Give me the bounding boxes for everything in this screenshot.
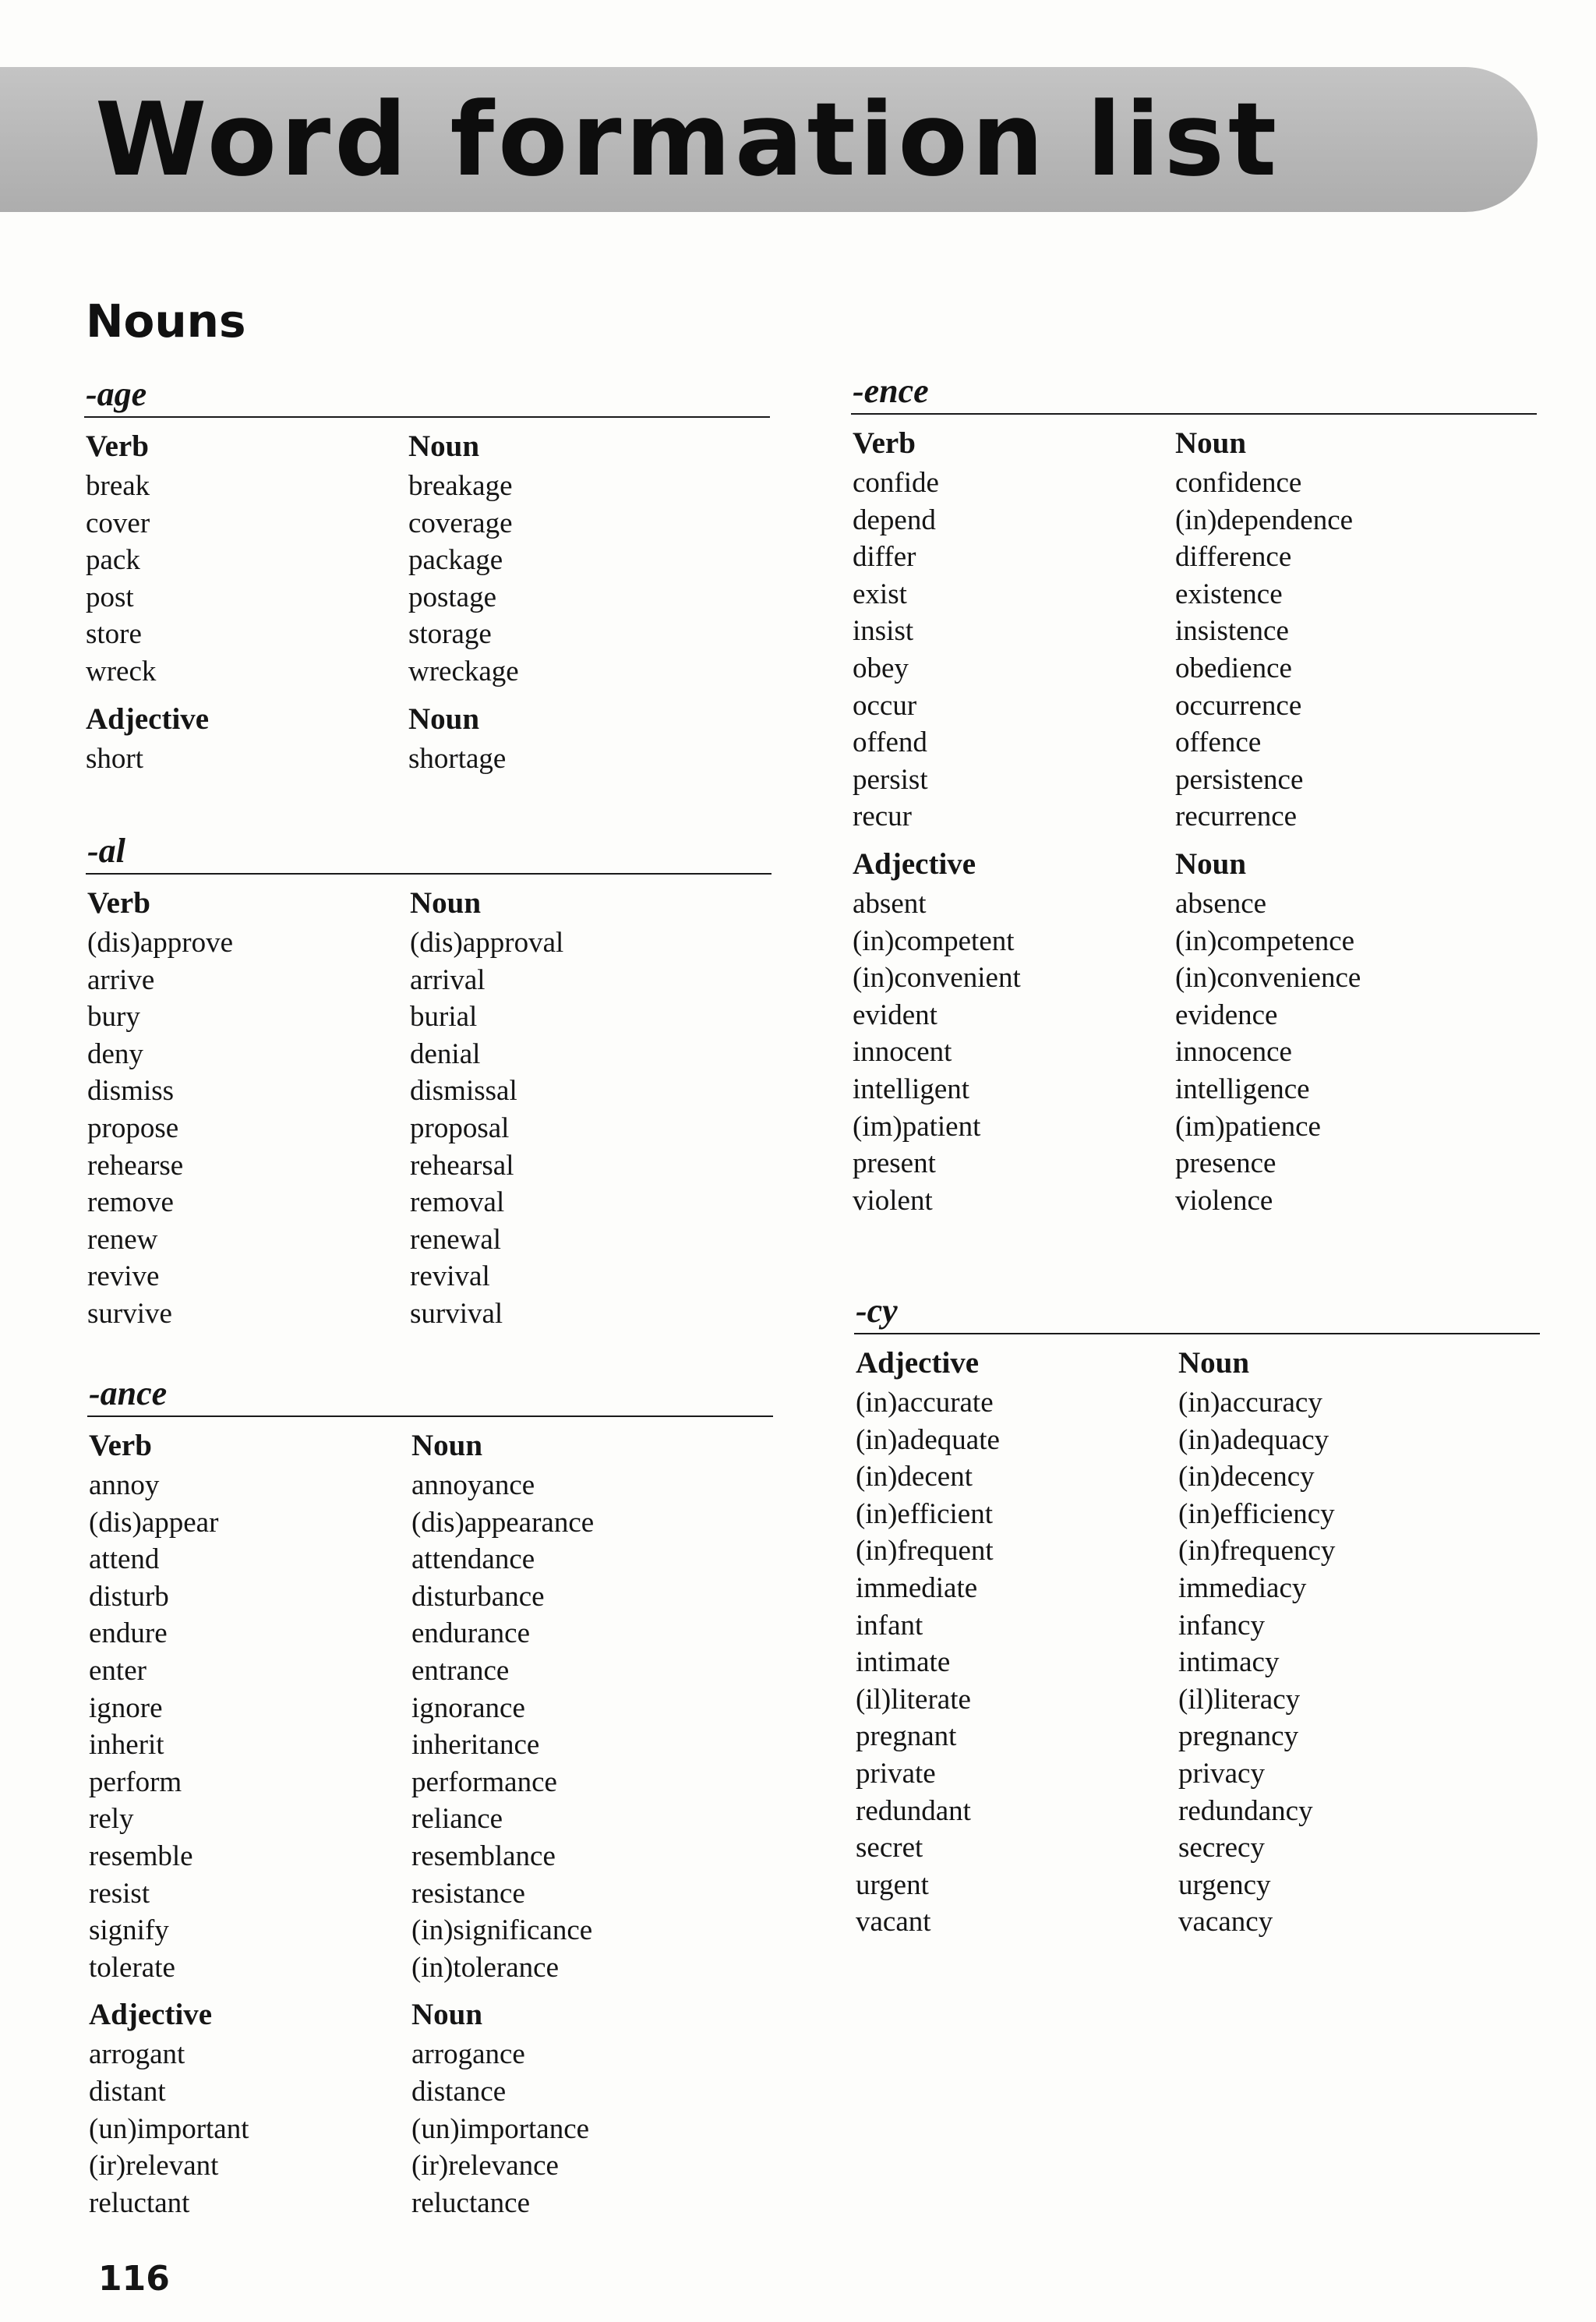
noun-form: (in)tolerance <box>411 1951 559 1984</box>
word-row <box>854 1829 1540 1867</box>
column-header-row <box>854 1342 1540 1384</box>
base-word: absent <box>853 887 927 920</box>
column-header-source: Verb <box>853 426 916 460</box>
base-word: (un)important <box>89 2112 249 2145</box>
column-header-noun: Noun <box>408 702 480 736</box>
noun-form: redundancy <box>1178 1794 1313 1827</box>
noun-form: (in)convenience <box>1175 962 1361 995</box>
page-title: Word formation list <box>95 80 1281 199</box>
word-row <box>854 1532 1540 1570</box>
noun-form: (in)significance <box>411 1914 593 1947</box>
base-word: reluctant <box>89 2186 190 2219</box>
suffix-block-ence <box>851 369 1537 1219</box>
base-word: disturb <box>89 1580 169 1613</box>
suffix-block-age <box>84 373 770 777</box>
word-row <box>86 1073 772 1110</box>
base-word: attend <box>89 1543 160 1576</box>
noun-form: privacy <box>1178 1757 1265 1790</box>
base-word: (ir)relevant <box>89 2150 219 2182</box>
word-row <box>84 579 770 617</box>
column-header-row <box>84 426 770 468</box>
rule-gap <box>854 1334 1540 1342</box>
word-row <box>851 1108 1537 1146</box>
word-group <box>84 426 770 691</box>
base-word: violent <box>853 1184 933 1217</box>
base-word: bury <box>87 1001 140 1034</box>
word-row <box>851 650 1537 687</box>
suffix-heading: -al <box>86 829 772 875</box>
word-row <box>851 576 1537 613</box>
base-word: (in)efficient <box>856 1497 994 1530</box>
base-word: confide <box>853 467 939 499</box>
column-header-source: Verb <box>89 1429 152 1462</box>
noun-form: revival <box>410 1260 490 1293</box>
base-word: (in)frequent <box>856 1535 994 1567</box>
base-word: (in)accurate <box>856 1387 994 1419</box>
noun-form: (im)patience <box>1175 1110 1321 1143</box>
noun-form: reluctance <box>411 2186 530 2219</box>
word-row <box>854 1422 1540 1459</box>
noun-form: postage <box>408 581 497 613</box>
rule-gap <box>86 875 772 882</box>
noun-form: occurrence <box>1175 689 1302 722</box>
word-row <box>854 1496 1540 1533</box>
noun-form: wreckage <box>408 655 519 687</box>
column-header-source: Verb <box>86 429 149 463</box>
word-row <box>87 1467 773 1504</box>
noun-form: annoyance <box>411 1469 535 1501</box>
noun-form: dismissal <box>410 1075 517 1108</box>
word-row <box>86 1147 772 1185</box>
base-word: occur <box>853 689 917 722</box>
base-word: arrive <box>87 963 155 996</box>
noun-form: (in)decency <box>1178 1461 1315 1493</box>
noun-form: endurance <box>411 1617 531 1650</box>
word-row <box>86 962 772 999</box>
word-row <box>87 1726 773 1764</box>
rule-gap <box>84 418 770 426</box>
word-row <box>854 1644 1540 1681</box>
noun-form: (ir)relevance <box>411 2150 559 2182</box>
base-word: (dis)approve <box>87 927 233 959</box>
noun-form: secrecy <box>1178 1832 1265 1864</box>
column-header-row <box>851 422 1537 465</box>
noun-form: arrogance <box>411 2038 525 2071</box>
word-row <box>87 1615 773 1652</box>
base-word: break <box>86 470 150 502</box>
base-word: perform <box>89 1765 182 1798</box>
word-row <box>851 1071 1537 1108</box>
word-row <box>84 505 770 543</box>
column-header-source: Verb <box>87 886 150 920</box>
noun-form: offence <box>1175 726 1262 759</box>
rule-gap <box>87 1417 773 1425</box>
word-row <box>851 539 1537 576</box>
word-row <box>84 653 770 691</box>
column-header-noun: Noun <box>411 1998 483 2032</box>
rule-gap <box>851 415 1537 422</box>
base-word: intimate <box>856 1646 951 1679</box>
noun-form: confidence <box>1175 467 1302 499</box>
base-word: infant <box>856 1609 923 1642</box>
noun-form: rehearsal <box>410 1149 514 1182</box>
noun-form: resistance <box>411 1877 525 1910</box>
noun-form: renewal <box>410 1223 502 1256</box>
base-word: rehearse <box>87 1149 184 1182</box>
word-row <box>87 2147 773 2185</box>
word-row <box>87 2185 773 2222</box>
base-word: evident <box>853 998 937 1031</box>
word-row <box>87 1801 773 1838</box>
noun-form: performance <box>411 1765 557 1798</box>
word-row <box>87 2036 773 2073</box>
column-header-noun: Noun <box>408 429 480 463</box>
base-word: endure <box>89 1617 168 1650</box>
noun-form: presence <box>1175 1147 1276 1180</box>
base-word: (dis)appear <box>89 1506 219 1539</box>
word-row <box>84 740 770 778</box>
base-word: (in)competent <box>853 924 1015 957</box>
word-group <box>851 422 1537 836</box>
word-group <box>87 1994 773 2221</box>
base-word: short <box>86 742 143 775</box>
column-header-source: Adjective <box>856 1346 980 1380</box>
column-header-row <box>87 1994 773 2036</box>
base-word: vacant <box>856 1906 931 1939</box>
word-row <box>851 885 1537 923</box>
base-word: differ <box>853 541 916 574</box>
word-row <box>87 2073 773 2111</box>
word-group <box>851 843 1537 1219</box>
word-group <box>84 698 770 778</box>
noun-form: existence <box>1175 578 1283 610</box>
base-word: inherit <box>89 1729 164 1762</box>
base-word: remove <box>87 1186 174 1219</box>
noun-form: evidence <box>1175 998 1278 1031</box>
noun-form: (dis)approval <box>410 927 564 959</box>
noun-form: insistence <box>1175 615 1289 648</box>
base-word: tolerate <box>89 1951 175 1984</box>
word-row <box>851 960 1537 997</box>
word-row <box>86 1036 772 1073</box>
column-header-noun: Noun <box>1178 1346 1250 1380</box>
noun-form: inheritance <box>411 1729 540 1762</box>
noun-form: storage <box>408 618 492 651</box>
word-row <box>854 1755 1540 1793</box>
word-row <box>86 1110 772 1147</box>
word-row <box>86 1295 772 1333</box>
noun-form: entrance <box>411 1654 510 1687</box>
base-word: resemble <box>89 1840 193 1872</box>
word-row <box>854 1793 1540 1830</box>
base-word: urgent <box>856 1868 929 1901</box>
noun-form: obedience <box>1175 652 1292 684</box>
word-row <box>854 1458 1540 1496</box>
base-word: obey <box>853 652 909 684</box>
word-row <box>854 1718 1540 1755</box>
word-row <box>86 924 772 962</box>
word-row <box>854 1681 1540 1719</box>
noun-form: breakage <box>408 470 513 502</box>
word-row <box>851 724 1537 762</box>
suffix-heading: -ance <box>87 1372 773 1417</box>
word-row <box>851 762 1537 799</box>
column-header-source: Adjective <box>89 1998 213 2032</box>
noun-form: pregnancy <box>1178 1720 1299 1753</box>
word-row <box>851 923 1537 960</box>
word-row <box>87 1949 773 1987</box>
word-row <box>87 1875 773 1913</box>
base-word: dismiss <box>87 1075 175 1108</box>
noun-form: disturbance <box>411 1580 545 1613</box>
base-word: private <box>856 1757 936 1790</box>
base-word: arrogant <box>89 2038 185 2071</box>
base-word: depend <box>853 504 936 536</box>
noun-form: (un)importance <box>411 2112 590 2145</box>
base-word: renew <box>87 1223 158 1256</box>
word-group <box>87 1425 773 1986</box>
noun-form: denial <box>410 1037 481 1070</box>
noun-form: ignorance <box>411 1691 525 1724</box>
word-row <box>854 1607 1540 1645</box>
noun-form: absence <box>1175 887 1267 920</box>
noun-form: vacancy <box>1178 1906 1273 1939</box>
word-row <box>87 2111 773 2148</box>
word-row <box>86 1221 772 1259</box>
column-header-row <box>86 882 772 924</box>
word-group <box>86 882 772 1333</box>
column-header-source: Adjective <box>86 702 210 736</box>
word-row <box>851 465 1537 502</box>
base-word: (im)patient <box>853 1110 981 1143</box>
suffix-heading: -cy <box>854 1289 1540 1334</box>
noun-form: (dis)appearance <box>411 1506 595 1539</box>
base-word: wreck <box>86 655 157 687</box>
word-row <box>87 1690 773 1727</box>
noun-form: urgency <box>1178 1868 1271 1901</box>
noun-form: survival <box>410 1297 503 1330</box>
noun-form: resemblance <box>411 1840 556 1872</box>
noun-form: burial <box>410 1001 478 1034</box>
suffix-block-cy <box>854 1289 1540 1941</box>
word-row <box>87 1504 773 1542</box>
word-row <box>851 687 1537 725</box>
word-row <box>851 613 1537 650</box>
base-word: recur <box>853 801 912 833</box>
noun-form: (in)frequency <box>1178 1535 1336 1567</box>
word-row <box>87 1838 773 1875</box>
base-word: signify <box>89 1914 169 1947</box>
noun-form: attendance <box>411 1543 535 1576</box>
word-row <box>87 1578 773 1616</box>
noun-form: distance <box>411 2075 507 2108</box>
word-row <box>851 1034 1537 1071</box>
word-row <box>84 616 770 653</box>
word-group <box>854 1342 1540 1941</box>
noun-form: immediacy <box>1178 1571 1307 1604</box>
base-word: post <box>86 581 134 613</box>
noun-form: reliance <box>411 1803 503 1836</box>
word-row <box>854 1867 1540 1904</box>
page-number: 116 <box>98 2259 170 2299</box>
word-row <box>854 1384 1540 1422</box>
word-row <box>851 1182 1537 1220</box>
noun-form: package <box>408 544 503 577</box>
base-word: resist <box>89 1877 150 1910</box>
noun-form: (in)efficiency <box>1178 1497 1335 1530</box>
base-word: exist <box>853 578 907 610</box>
title-banner <box>0 67 1538 212</box>
suffix-block-al <box>86 829 772 1333</box>
base-word: (in)decent <box>856 1461 973 1493</box>
suffix-heading: -ence <box>851 369 1537 415</box>
base-word: propose <box>87 1112 179 1144</box>
noun-form: persistence <box>1175 763 1304 796</box>
noun-form: innocence <box>1175 1036 1292 1069</box>
noun-form: coverage <box>408 507 513 539</box>
noun-form: recurrence <box>1175 801 1298 833</box>
noun-form: (in)dependence <box>1175 504 1354 536</box>
column-header-row <box>87 1425 773 1467</box>
base-word: revive <box>87 1260 160 1293</box>
base-word: present <box>853 1147 936 1180</box>
base-word: intelligent <box>853 1073 970 1105</box>
base-word: enter <box>89 1654 147 1687</box>
base-word: cover <box>86 507 150 539</box>
base-word: pregnant <box>856 1720 957 1753</box>
base-word: (in)convenient <box>853 962 1021 995</box>
noun-form: arrival <box>410 963 486 996</box>
suffix-heading: -age <box>84 373 770 418</box>
base-word: innocent <box>853 1036 952 1069</box>
base-word: store <box>86 618 142 651</box>
noun-form: violence <box>1175 1184 1273 1217</box>
base-word: ignore <box>89 1691 163 1724</box>
word-row <box>851 1145 1537 1182</box>
column-header-noun: Noun <box>410 886 482 920</box>
base-word: secret <box>856 1832 923 1864</box>
word-row <box>86 1258 772 1295</box>
word-row <box>86 1184 772 1221</box>
column-header-source: Adjective <box>853 846 976 881</box>
base-word: deny <box>87 1037 143 1070</box>
word-row <box>84 542 770 579</box>
word-row <box>851 997 1537 1034</box>
noun-form: (il)literacy <box>1178 1683 1301 1716</box>
noun-form: proposal <box>410 1112 510 1144</box>
word-row <box>851 798 1537 836</box>
word-row <box>87 1764 773 1801</box>
base-word: distant <box>89 2075 166 2108</box>
word-row <box>86 998 772 1036</box>
base-word: rely <box>89 1803 134 1836</box>
base-word: (in)adequate <box>856 1423 1000 1456</box>
noun-form: difference <box>1175 541 1292 574</box>
column-header-row <box>84 698 770 740</box>
base-word: immediate <box>856 1571 978 1604</box>
base-word: redundant <box>856 1794 971 1827</box>
word-row <box>854 1903 1540 1941</box>
word-row <box>854 1570 1540 1607</box>
noun-form: intelligence <box>1175 1073 1310 1105</box>
column-header-row <box>851 843 1537 885</box>
base-word: pack <box>86 544 140 577</box>
noun-form: (in)competence <box>1175 924 1355 957</box>
base-word: insist <box>853 615 914 648</box>
section-heading: Nouns <box>86 295 246 348</box>
noun-form: removal <box>410 1186 505 1219</box>
noun-form: infancy <box>1178 1609 1265 1642</box>
word-row <box>87 1541 773 1578</box>
noun-form: intimacy <box>1178 1646 1280 1679</box>
base-word: persist <box>853 763 928 796</box>
suffix-block-ance <box>87 1372 773 2221</box>
noun-form: (in)adequacy <box>1178 1423 1329 1456</box>
column-header-noun: Noun <box>411 1429 483 1462</box>
word-row <box>84 468 770 505</box>
base-word: annoy <box>89 1469 160 1501</box>
column-header-noun: Noun <box>1175 846 1247 881</box>
noun-form: (in)accuracy <box>1178 1387 1322 1419</box>
word-row <box>851 502 1537 539</box>
column-header-noun: Noun <box>1175 426 1247 460</box>
word-row <box>87 1652 773 1690</box>
base-word: survive <box>87 1297 172 1330</box>
base-word: offend <box>853 726 927 759</box>
word-row <box>87 1912 773 1949</box>
noun-form: shortage <box>408 742 507 775</box>
base-word: (il)literate <box>856 1683 971 1716</box>
